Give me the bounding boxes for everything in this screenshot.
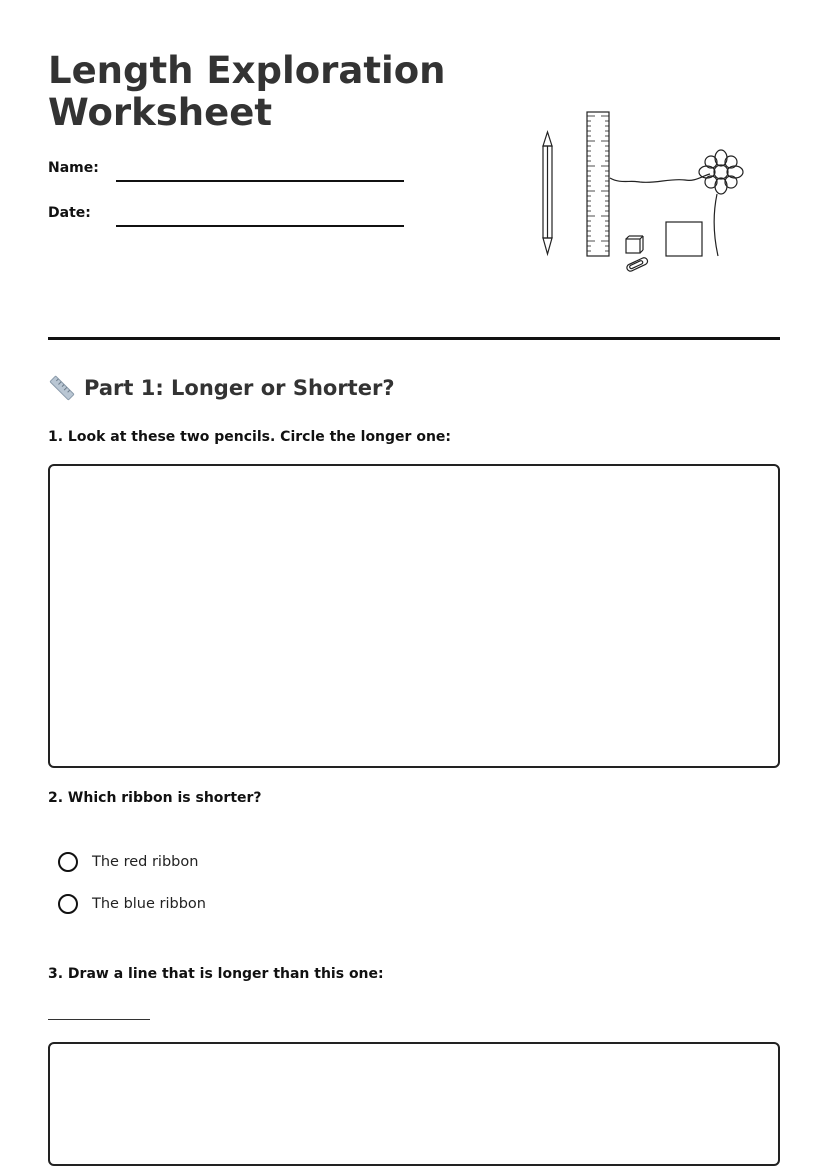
flower-icon xyxy=(699,150,743,256)
answer-box-1[interactable] xyxy=(48,464,780,768)
worksheet-title: Length Exploration Worksheet xyxy=(48,49,446,134)
option-label: The red ribbon xyxy=(92,854,199,870)
name-label: Name: xyxy=(48,160,99,176)
radio-circle[interactable] xyxy=(58,894,78,914)
name-field[interactable] xyxy=(116,180,404,182)
answer-box-3[interactable] xyxy=(48,1042,780,1166)
option-red-ribbon[interactable] xyxy=(58,852,198,872)
question-1: 1. Look at these two pencils. Circle the longer one: xyxy=(48,429,451,445)
part1-heading xyxy=(48,374,395,402)
option-label: The blue ribbon xyxy=(92,896,206,912)
radio-circle[interactable] xyxy=(58,852,78,872)
date-field[interactable] xyxy=(116,225,404,227)
paperclip-icon xyxy=(626,257,649,273)
part1-title: Part 1: Longer or Shorter? xyxy=(84,376,395,400)
date-label: Date: xyxy=(48,205,91,221)
ruler-icon xyxy=(587,112,609,256)
section-divider xyxy=(48,337,780,340)
ruler-icon xyxy=(48,374,76,402)
string-icon xyxy=(610,174,710,182)
pencil-icon xyxy=(543,132,552,254)
reference-line xyxy=(48,1019,150,1020)
cube-icon xyxy=(626,236,643,253)
square-icon xyxy=(666,222,702,256)
option-blue-ribbon[interactable] xyxy=(58,894,206,914)
measurement-illustration xyxy=(530,108,760,278)
question-3: 3. Draw a line that is longer than this one: xyxy=(48,966,384,982)
question-2: 2. Which ribbon is shorter? xyxy=(48,790,262,806)
